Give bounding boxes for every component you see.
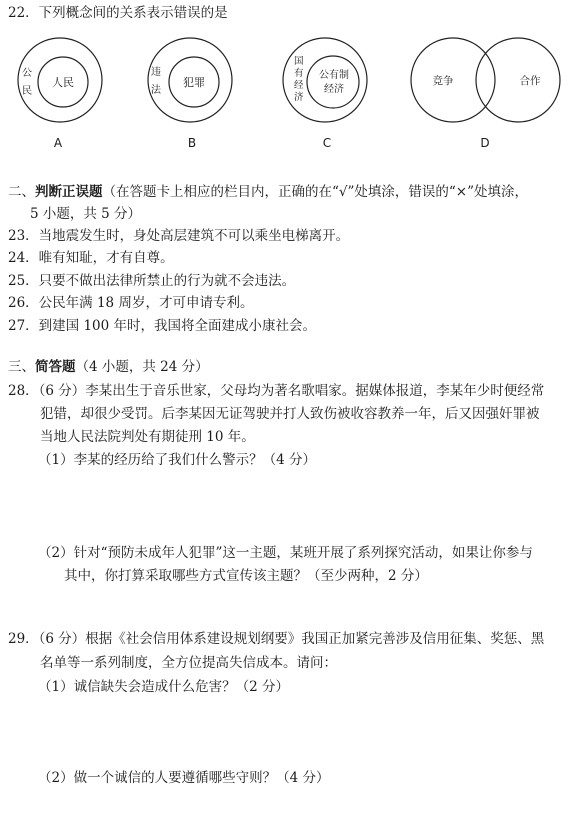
q25: 25．只要不做出法律所禁止的行为就不会违法。 [8,273,296,289]
diagram-c-outer-label-4: 济 [294,92,304,103]
diagram-a-caption: A [53,136,63,150]
section2-heading [8,183,528,201]
q24: 24．唯有知耻，才有自尊。 [8,250,174,266]
q29-line2: 名单等一系列制度，全方位提高失信成本。请问： [40,655,337,671]
q22-title: 22．下列概念间的关系表示错误的是 [8,5,228,21]
q28-line2: 犯错，却很少受罚。后李某因无证驾驶并打人致伤被收容教养一年，后又因强奸罪被 [40,406,540,422]
diagram-c-inner-label-1: 公有制 [319,70,349,81]
q23: 23．当地震发生时，身处高层建筑不可以乘坐电梯离开。 [8,228,350,244]
diagram-c-inner-circle [307,56,359,108]
section2-heading-num: 二、 [8,184,35,200]
q28-line3: 当地人民法院判处有期徒刑 10 年。 [40,429,255,445]
diagram-d-caption: D [480,136,490,150]
diagram-d [411,38,560,150]
diagram-b-inner-label: 犯罪 [183,76,205,89]
diagram-b-outer-label-2: 法 [151,85,161,96]
q29-line1: 29．（6 分）根据《社会信用体系建设规划纲要》我国正加紧完善涉及信用征集、奖惩、黑 [8,631,545,647]
diagram-c-outer-label-1: 国 [294,56,304,67]
section3-heading [8,358,209,376]
diagram-c-caption: C [322,136,332,150]
q28-line1: 28．（6 分）李某出生于音乐世家，父母均为著名歌唱家。据媒体报道，李某年少时便经常 [8,383,545,399]
q28-sub2-line2: 其中，你打算采取哪些方式宣传该主题？（至少两种，2 分） [64,568,428,584]
diagram-c-outer-label-2: 有 [294,68,304,79]
q22-diagrams [0,20,576,170]
diagram-a [18,38,102,150]
diagram-c-inner-label-2: 经济 [324,84,344,95]
diagram-b-outer-label-1: 违 [151,67,161,78]
section3-heading-rest: （4 小题，共 24 分） [75,359,209,375]
q28-sub2-line1: （2）针对“预防未成年人犯罪”这一主题，某班开展了系列探究活动，如果让你参与 [38,545,533,561]
q27: 27．到建国 100 年时，我国将全面建成小康社会。 [8,318,317,334]
diagram-c [283,38,367,150]
q28-sub1: （1）李某的经历给了我们什么警示？（4 分） [38,452,316,468]
section3-heading-bold: 简答题 [35,359,76,375]
section2-heading-line2: 5 小题，共 5 分） [30,206,142,222]
diagram-d-right-label: 合作 [519,75,541,87]
diagram-b-caption: B [187,136,197,150]
q26: 26．公民年满 18 周岁，才可申请专利。 [8,295,254,311]
diagram-b [148,38,232,150]
diagram-a-outer-label-1: 公 [22,68,32,79]
diagram-d-right-circle [476,38,560,122]
diagram-a-outer-label-2: 民 [22,86,32,97]
diagram-d-left-label: 竞争 [432,75,454,87]
diagram-a-inner-label: 人民 [52,76,74,89]
section2-heading-bold: 判断正误题 [35,184,103,200]
section3-heading-num: 三、 [8,359,35,375]
q29-sub2: （2）做一个诚信的人要遵循哪些守则？（4 分） [38,770,330,786]
diagram-c-outer-label-3: 经 [294,80,304,91]
q29-sub1: （1）诚信缺失会造成什么危害？（2 分） [38,679,289,695]
section2-heading-rest: （在答题卡上相应的栏目内，正确的在“√”处填涂，错误的“×”处填涂， [102,184,529,200]
